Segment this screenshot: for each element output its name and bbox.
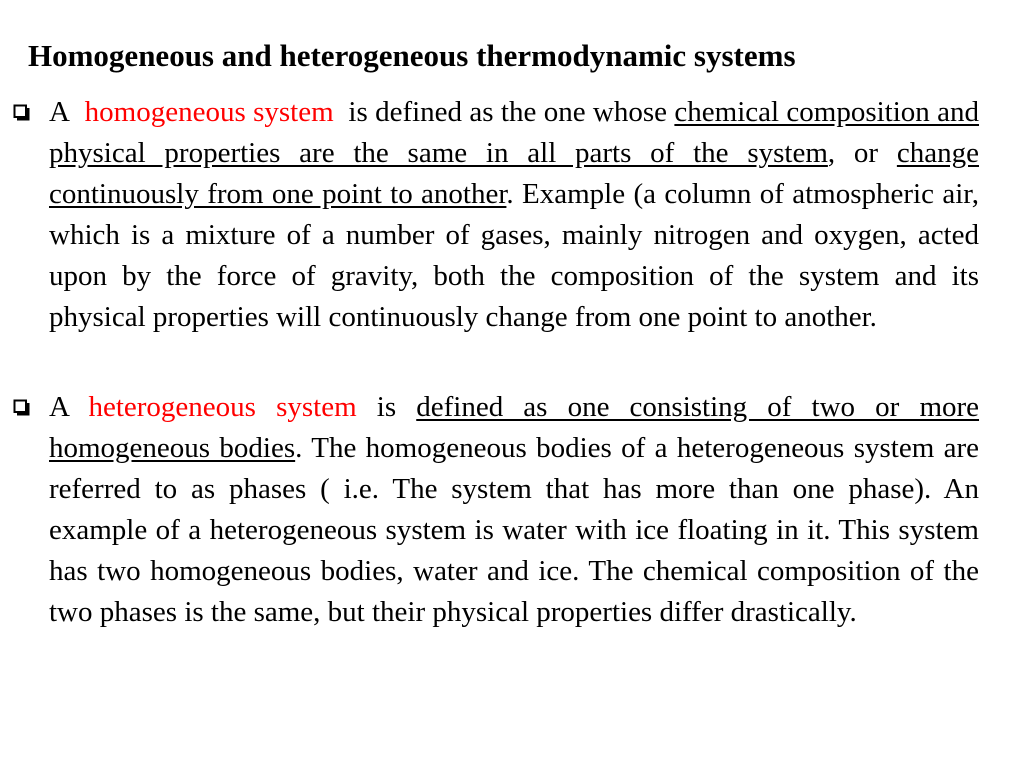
slide-title: Homogeneous and heterogeneous thermodynamic systems [28,38,796,73]
term-homogeneous-system: homogeneous system [84,96,334,128]
square-checkbox-icon [13,399,31,417]
bullet-text: A [49,391,69,423]
square-checkbox-icon [13,104,31,122]
term-heterogeneous-system: heterogeneous system [88,391,357,423]
bullet-text: . The homogeneous bodies of a heterogeneous system are referred to as phases ( i.e. The system that has more than one phase). An example of a heterogeneous system is water with ice floating in it. This system has two homogeneous bodies, water and ice. The chemical composition of the two phases is the same, but their physical properties differ drastically. [49,432,979,628]
bullet-homogeneous [49,92,979,338]
underlined-definition: change continuously from one point to another [49,137,979,210]
bullet-text: is defined as the one whose [348,96,668,128]
underlined-definition: defined as one consisting of two or more homogeneous bodies [49,391,980,464]
bullet-heterogeneous [49,387,979,633]
bullet-text: is [376,391,397,423]
bullet-text: . Example (a column of atmospheric air, which is a mixture of a number of gases, mainly nitrogen and oxygen, acted upon by the force of gravity, both the composition of the system and its physical properties will continuously change from one point to another. [49,178,979,333]
underlined-definition: chemical composition and physical properties are the same in all parts of the system [49,96,980,169]
bullet-text: A [49,96,70,128]
bullet-text: , or [827,137,879,169]
